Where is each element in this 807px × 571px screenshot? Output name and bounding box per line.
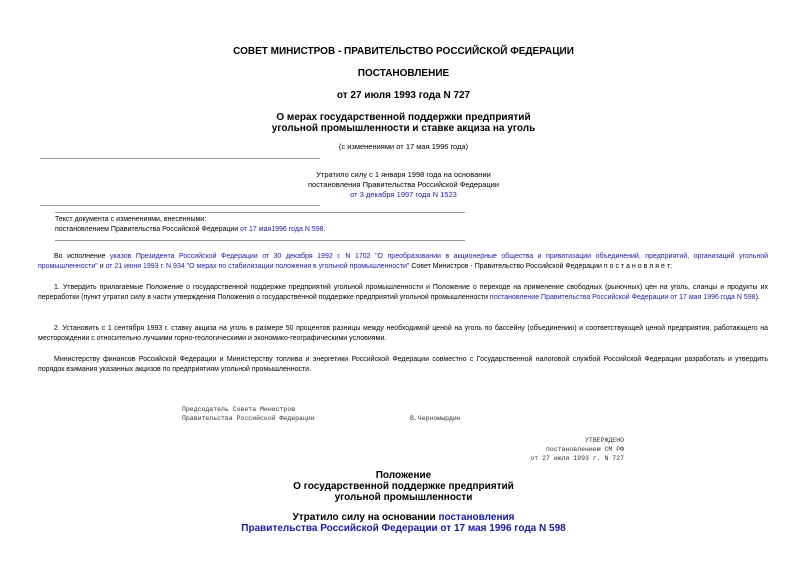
government-heading: СОВЕТ МИНИСТРОВ - ПРАВИТЕЛЬСТВО РОССИЙСКОЙ ФЕДЕРАЦИИ xyxy=(233,46,574,57)
separator-rule xyxy=(40,205,320,206)
expired-line2: постановления Правительства Российской Федерации xyxy=(307,180,499,189)
resolution-598-link[interactable]: постановление Правительства Российской Федерации от 17 мая 1996 года N 598 xyxy=(489,294,756,301)
paragraph-2: 2. Установить с 1 сентября 1993 г. ставку акциза на уголь в размере 50 процентов разницы между необходимой ценой на уголь по бассейну (объединению) и соответствующей ценой предприятия, работающего на месторождении с относительно лучшими горно-геологическими и экономико-географическими условиями. xyxy=(38,325,768,342)
regulation-expired-link-line2[interactable]: Правительства Российской Федерации от 17 мая 1996 года N 598 xyxy=(241,523,566,534)
approved-line3: от 27 июля 1993 г. N 727 xyxy=(530,455,624,462)
paragraph-3: Министерству финансов Российской Федерации и Министерству топлива и энергетики Российской Федерации совместно с Государственной налоговой службой Российской Федерации разработать и утвердить порядок взимания указанных акцизов по предприятиям угольной промышленности. xyxy=(38,356,768,373)
paragraph-preamble: Во исполнение указов Президента Российской Федерации от 30 декабря 1992 г. N 1702 "О преобразовании в акционерные общества и приватизации объединений, предприятий, организаций угольной промышленности" и от 21 июня 1993 г. N 934 "О мерах по стабилизации положения в угольной промышленности" Совет Министров - Правительство Российской Федерации п о с т а н о в л я е т: xyxy=(38,253,768,270)
approved-line1: УТВЕРЖДЕНО xyxy=(584,437,624,444)
note-line2: постановлением Правительства Российской Федерации от 17 мая1996 года N 598. xyxy=(55,226,326,233)
regulation-subtitle-line2: угольной промышленности xyxy=(334,492,473,503)
signature-title-line1: Председатель Совета Министров xyxy=(182,406,296,413)
document-date: от 27 июля 1993 года N 727 xyxy=(336,90,471,101)
paragraph-1: 1. Утвердить прилагаемые Положение о государственной поддержке предприятий угольной промышленности и Положение о переходе на применение свободных (рыночных) цен на уголь, сланцы и продукты их переработки (пункт утратил силу в части утверждения Положения о государственной поддержке предприятий угольной промышленности постановление Правительства Российской Федерации от 17 мая 1996 года N 598). xyxy=(38,284,768,301)
expired-line1: Утратило силу с 1 января 1998 года на основании xyxy=(316,170,491,179)
expired-link[interactable]: от 3 декабря 1997 года N 1523 xyxy=(350,190,457,199)
separator-rule xyxy=(55,212,465,213)
approved-line2: постановлением СМ РФ xyxy=(545,446,624,453)
document-title-line2: угольной промышленности и ставке акциза на уголь xyxy=(271,123,536,134)
separator-rule xyxy=(40,158,320,159)
regulation-expired-line1: Утратило силу на основании постановления xyxy=(292,512,515,523)
regulation-title: Положение xyxy=(375,470,432,481)
decree-link-1702[interactable]: указов Президента Российской Федерации от 30 декабря 1992 г. N 1702 "О преобразовании в акционерные общества и приватизации объединений, предприятий, организаций угольной промышленности" xyxy=(38,253,768,270)
changes-note: (с изменениями от 17 мая 1996 года) xyxy=(338,142,469,151)
decree-link-934[interactable]: от 21 июня 1993 г. N 934 "О мерах по стабилизации положения в угольной промышленности" xyxy=(105,263,410,270)
document-title-line1: О мерах государственной поддержки предприятий xyxy=(276,112,531,123)
separator-rule xyxy=(55,240,465,241)
document-type: ПОСТАНОВЛЕНИЕ xyxy=(357,68,450,79)
signature-title-line2: Правительства Российской Федерации xyxy=(182,415,315,422)
signature-name: В.Черномырдин xyxy=(410,415,461,422)
note-line1: Текст документа с изменениями, внесенными: xyxy=(55,216,207,223)
regulation-expired-link[interactable]: постановления xyxy=(438,512,515,523)
regulation-subtitle-line1: О государственной поддержке предприятий xyxy=(293,481,514,492)
note-amendment-link[interactable]: от 17 мая1996 года N 598 xyxy=(240,226,324,233)
